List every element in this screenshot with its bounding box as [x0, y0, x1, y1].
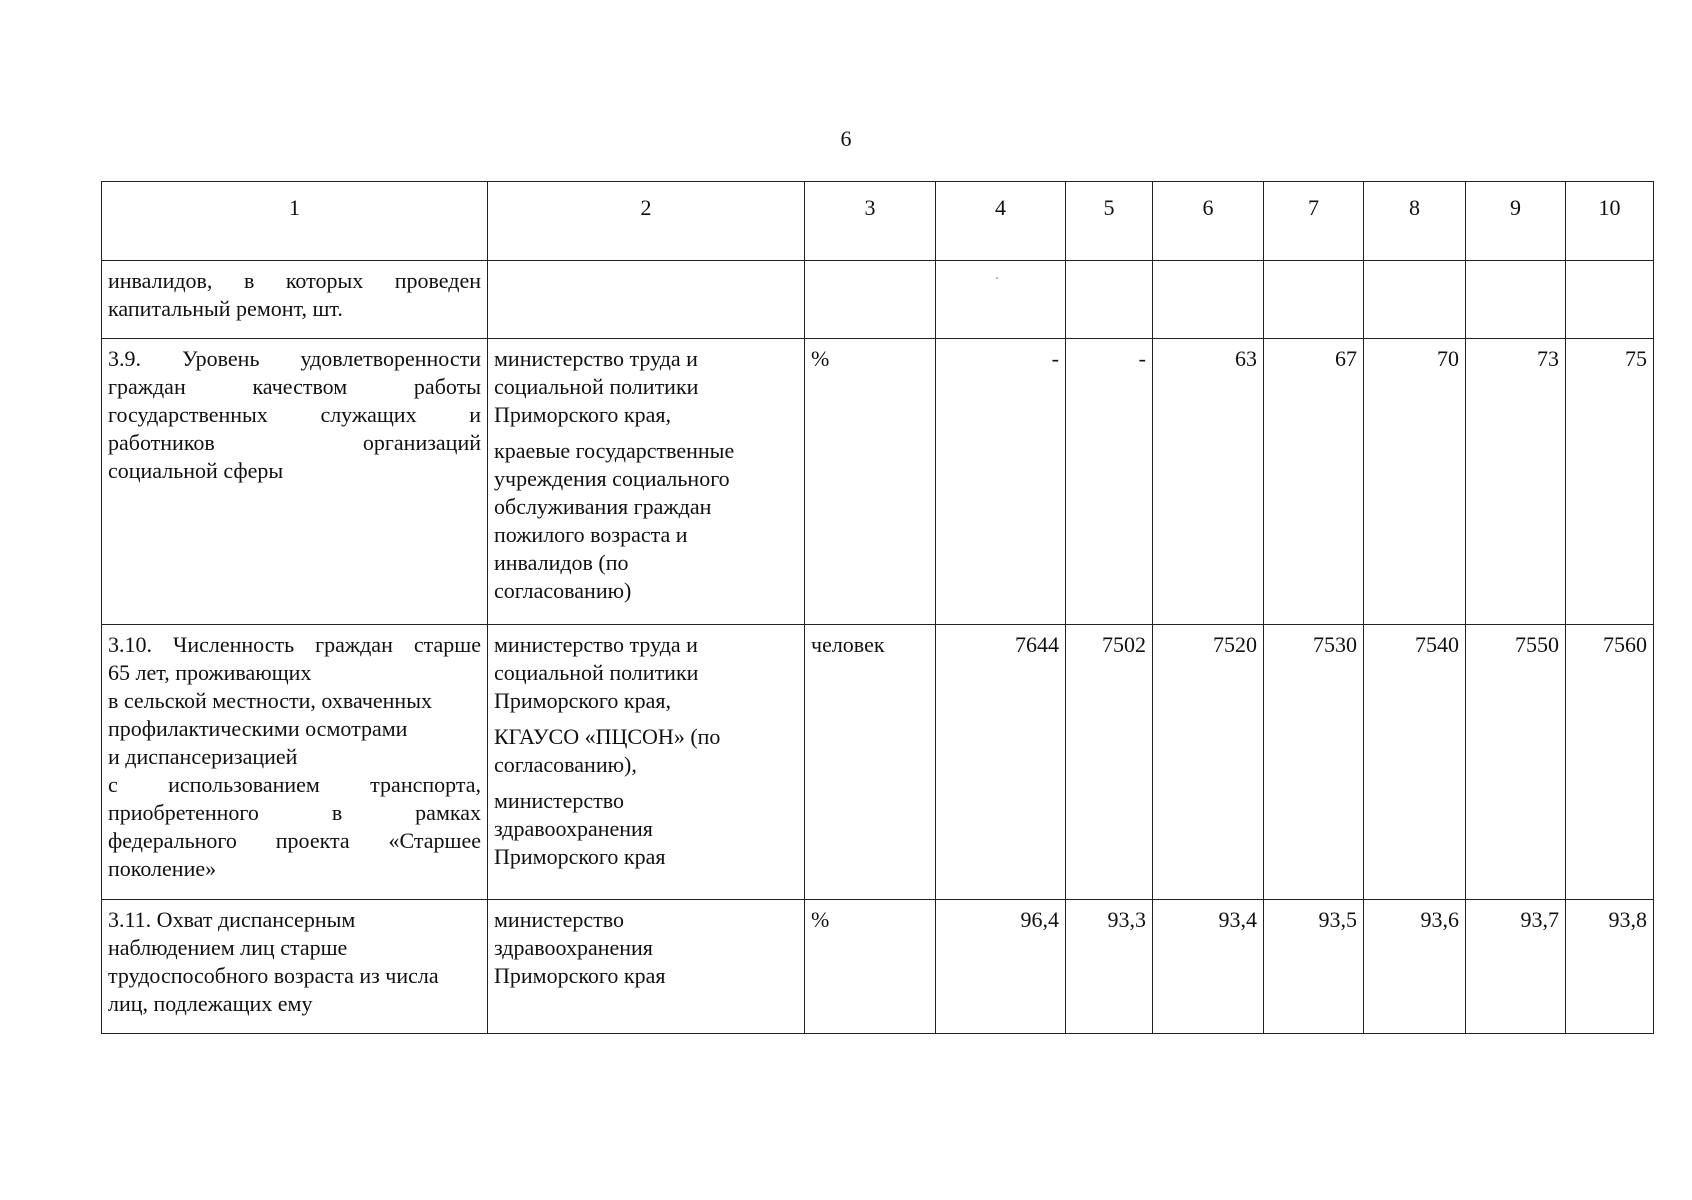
header-cell: 3 [805, 182, 936, 261]
indicator-line: с использованием транспорта, [108, 772, 481, 797]
responsible-line: Приморского края [494, 963, 666, 988]
unit-cell [805, 261, 936, 339]
header-cell: 6 [1153, 182, 1264, 261]
value-cell: 93,4 [1153, 900, 1264, 1034]
value-cell: 7550 [1466, 625, 1566, 900]
indicator-line: приобретенного в рамках [108, 800, 481, 825]
responsible-cell [488, 339, 805, 625]
responsible-line: учреждения социального [494, 466, 730, 491]
indicator-line: государственных служащих и [108, 402, 481, 427]
value-cell [1466, 261, 1566, 339]
header-cell: 5 [1066, 182, 1153, 261]
indicator-line: федерального проекта «Старшее [108, 828, 481, 853]
header-cell: 1 [102, 182, 488, 261]
indicator-line: социальной сферы [108, 458, 284, 483]
responsible-line: министерство [494, 907, 625, 932]
header-cell: 8 [1364, 182, 1466, 261]
responsible-line: краевые государственные [494, 438, 735, 463]
value-cell: 93,6 [1364, 900, 1466, 1034]
value-cell: 73 [1466, 339, 1566, 625]
responsible-cell [488, 625, 805, 900]
responsible-line: инвалидов (по [494, 550, 629, 575]
value-cell: 70 [1364, 339, 1466, 625]
indicator-cell [102, 339, 488, 625]
indicator-line: капитальный ремонт, шт. [108, 296, 343, 321]
responsible-line: министерство труда и [494, 632, 698, 657]
value-cell [1153, 261, 1264, 339]
value-cell [1264, 261, 1364, 339]
value-cell [1566, 261, 1654, 339]
unit-cell: % [805, 339, 936, 625]
value-cell: 7560 [1566, 625, 1654, 900]
responsible-line: обслуживания граждан [494, 494, 712, 519]
indicator-line: 3.10. Численность граждан старше [108, 632, 481, 657]
indicator-line: лиц, подлежащих ему [108, 991, 313, 1016]
value-cell: - [1066, 339, 1153, 625]
responsible-line: министерство [494, 788, 625, 813]
header-row [102, 182, 1654, 261]
value-cell: 96,4 [936, 900, 1066, 1034]
header-cell: 7 [1264, 182, 1364, 261]
value-cell [1066, 261, 1153, 339]
value-cell [1364, 261, 1466, 339]
indicator-line: и диспансеризацией [108, 744, 298, 769]
indicator-cell [102, 900, 488, 1034]
responsible-line: Приморского края, [494, 402, 671, 427]
responsible-line: здравоохранения [494, 816, 653, 841]
header-cell: 4 [936, 182, 1066, 261]
responsible-line: пожилого возраста и [494, 522, 688, 547]
value-cell: 7502 [1066, 625, 1153, 900]
indicator-cell [102, 625, 488, 900]
value-cell: 75 [1566, 339, 1654, 625]
indicator-line: в сельской местности, охваченных [108, 688, 432, 713]
indicator-line: 3.11. Охват диспансерным [108, 907, 356, 932]
indicator-line: граждан качеством работы [108, 374, 481, 399]
value-cell: 7644 [936, 625, 1066, 900]
indicator-line: 3.9. Уровень удовлетворенности [108, 346, 481, 371]
responsible-line: социальной политики [494, 660, 699, 685]
indicator-line: наблюдением лиц старше [108, 935, 348, 960]
header-cell: 10 [1566, 182, 1654, 261]
table-row [102, 900, 1654, 1034]
value-cell: 93,5 [1264, 900, 1364, 1034]
responsible-line: министерство труда и [494, 346, 698, 371]
value-cell: 67 [1264, 339, 1364, 625]
indicator-line: работников организаций [108, 430, 481, 455]
indicator-line: 65 лет, проживающих [108, 660, 312, 685]
table-row [102, 261, 1654, 339]
table-row [102, 625, 1654, 900]
value-cell: 93,7 [1466, 900, 1566, 1034]
indicator-line: инвалидов, в которых проведен [108, 268, 481, 293]
value-cell [936, 261, 1066, 339]
responsible-line: КГАУСО «ПЦСОН» (по [494, 724, 721, 749]
responsible-line: социальной политики [494, 374, 699, 399]
indicator-line: профилактическими осмотрами [108, 716, 408, 741]
responsible-line: здравоохранения [494, 935, 653, 960]
value-cell: 93,3 [1066, 900, 1153, 1034]
responsible-line: Приморского края, [494, 688, 671, 713]
indicator-line: трудоспособного возраста из числа [108, 963, 439, 988]
responsible-cell [488, 900, 805, 1034]
indicator-line: поколение» [108, 856, 217, 881]
header-cell: 2 [488, 182, 805, 261]
value-cell: 63 [1153, 339, 1264, 625]
value-cell: 93,8 [1566, 900, 1654, 1034]
responsible-cell [488, 261, 805, 339]
unit-cell: человек [805, 625, 936, 900]
header-cell: 9 [1466, 182, 1566, 261]
value-cell: 7530 [1264, 625, 1364, 900]
indicator-cell [102, 261, 488, 339]
scan-speck [996, 277, 998, 279]
value-cell: - [936, 339, 1066, 625]
table-row [102, 339, 1654, 625]
indicators-table [101, 181, 1654, 1034]
value-cell: 7520 [1153, 625, 1264, 900]
unit-cell: % [805, 900, 936, 1034]
responsible-line: Приморского края [494, 844, 666, 869]
responsible-line: согласованию) [494, 578, 632, 603]
page-number: 6 [840, 126, 852, 151]
value-cell: 7540 [1364, 625, 1466, 900]
responsible-line: согласованию), [494, 752, 637, 777]
